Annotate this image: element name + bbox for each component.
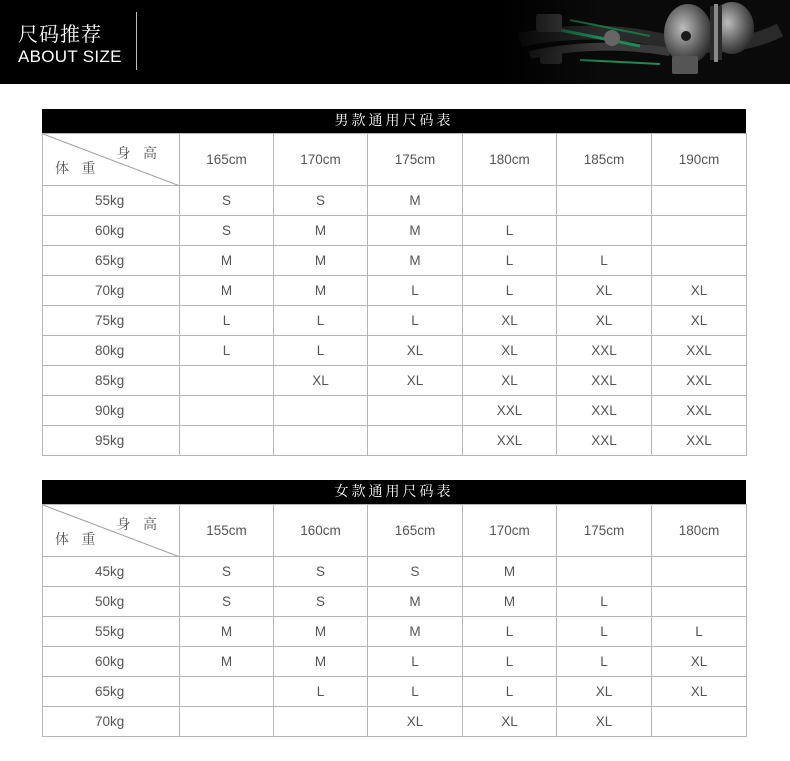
size-cell: M: [368, 216, 463, 246]
size-cell: L: [557, 647, 652, 677]
size-cell: L: [463, 677, 557, 707]
men-size-row: [43, 246, 747, 276]
women-size-row: [43, 677, 747, 707]
size-cell: [463, 186, 557, 216]
size-cell: [652, 557, 747, 587]
size-cell: M: [274, 216, 368, 246]
weight-label: 体 重: [55, 161, 100, 177]
size-cell: XL: [557, 276, 652, 306]
size-cell: L: [274, 336, 368, 366]
weight-cell: 55kg: [43, 186, 180, 216]
weight-cell: 65kg: [43, 246, 180, 276]
size-cell: [180, 396, 274, 426]
size-cell: L: [652, 617, 747, 647]
weight-cell: 85kg: [43, 366, 180, 396]
size-cell: M: [274, 617, 368, 647]
size-cell: S: [180, 587, 274, 617]
men-size-row: [43, 396, 747, 426]
size-cell: XL: [368, 336, 463, 366]
size-cell: XXL: [652, 396, 747, 426]
size-cell: XXL: [557, 396, 652, 426]
size-cell: [557, 557, 652, 587]
size-cell: S: [180, 557, 274, 587]
size-cell: [180, 707, 274, 737]
men-height-header: 175cm: [368, 134, 463, 186]
size-cell: [652, 186, 747, 216]
size-cell: [368, 426, 463, 456]
women-table-title: 女款通用尺码表: [42, 480, 746, 504]
size-cell: [180, 677, 274, 707]
size-cell: XL: [463, 707, 557, 737]
size-cell: S: [274, 587, 368, 617]
men-size-row: [43, 366, 747, 396]
women-size-row: [43, 647, 747, 677]
size-cell: L: [274, 306, 368, 336]
size-cell: XXL: [652, 336, 747, 366]
size-cell: S: [274, 557, 368, 587]
size-cell: [557, 186, 652, 216]
size-cell: [180, 426, 274, 456]
men-size-row: [43, 336, 747, 366]
size-cell: XL: [368, 366, 463, 396]
men-height-header: 185cm: [557, 134, 652, 186]
weight-cell: 60kg: [43, 216, 180, 246]
size-cell: M: [180, 647, 274, 677]
weight-cell: 75kg: [43, 306, 180, 336]
weight-cell: 95kg: [43, 426, 180, 456]
men-height-header: 180cm: [463, 134, 557, 186]
men-size-row: [43, 426, 747, 456]
men-size-grid: [42, 133, 747, 456]
weight-label: 体 重: [55, 532, 100, 548]
size-cell: S: [180, 216, 274, 246]
weight-cell: 80kg: [43, 336, 180, 366]
weight-cell: 90kg: [43, 396, 180, 426]
size-cell: S: [180, 186, 274, 216]
size-cell: M: [274, 647, 368, 677]
women-height-header: 160cm: [274, 505, 368, 557]
size-cell: XXL: [557, 366, 652, 396]
size-cell: XL: [368, 707, 463, 737]
women-size-table: [42, 480, 746, 737]
size-cell: [652, 707, 747, 737]
size-cell: S: [274, 186, 368, 216]
size-cell: XXL: [652, 426, 747, 456]
size-cell: XL: [652, 647, 747, 677]
size-cell: L: [368, 677, 463, 707]
size-cell: XXL: [557, 426, 652, 456]
page-header: [0, 0, 790, 84]
size-cell: [557, 216, 652, 246]
size-cell: M: [368, 587, 463, 617]
weight-cell: 70kg: [43, 707, 180, 737]
size-cell: XXL: [463, 396, 557, 426]
men-corner-cell: [43, 134, 180, 186]
header-title-cn: 尺码推荐: [18, 22, 102, 46]
women-header-row: [43, 505, 747, 557]
header-divider: [136, 12, 137, 70]
women-height-header: 175cm: [557, 505, 652, 557]
size-cell: L: [180, 306, 274, 336]
size-cell: L: [274, 677, 368, 707]
size-cell: XL: [557, 707, 652, 737]
weight-cell: 70kg: [43, 276, 180, 306]
height-label: 身 高: [116, 146, 161, 162]
size-cell: XL: [557, 306, 652, 336]
size-cell: M: [274, 246, 368, 276]
size-cell: M: [274, 276, 368, 306]
size-cell: M: [463, 557, 557, 587]
size-cell: L: [463, 647, 557, 677]
product-photo-decoration: [500, 0, 790, 84]
size-cell: L: [463, 276, 557, 306]
weight-cell: 65kg: [43, 677, 180, 707]
size-cell: XXL: [557, 336, 652, 366]
men-height-header: 190cm: [652, 134, 747, 186]
men-height-header: 165cm: [180, 134, 274, 186]
size-cell: XL: [557, 677, 652, 707]
size-cell: L: [463, 617, 557, 647]
women-size-row: [43, 617, 747, 647]
size-cell: [368, 396, 463, 426]
size-cell: M: [463, 587, 557, 617]
height-label: 身 高: [116, 517, 161, 533]
size-cell: [652, 216, 747, 246]
size-cell: L: [368, 306, 463, 336]
women-size-row: [43, 707, 747, 737]
men-rows: [43, 186, 747, 456]
men-header-row: [43, 134, 747, 186]
women-rows: [43, 557, 747, 737]
size-cell: [274, 707, 368, 737]
women-size-row: [43, 557, 747, 587]
size-cell: XL: [463, 366, 557, 396]
men-size-row: [43, 186, 747, 216]
size-cell: S: [368, 557, 463, 587]
size-cell: XL: [463, 306, 557, 336]
weight-cell: 50kg: [43, 587, 180, 617]
size-cell: L: [557, 587, 652, 617]
women-height-header: 165cm: [368, 505, 463, 557]
women-height-header: 155cm: [180, 505, 274, 557]
size-cell: [652, 587, 747, 617]
men-size-row: [43, 216, 747, 246]
size-cell: L: [557, 617, 652, 647]
weight-cell: 60kg: [43, 647, 180, 677]
size-cell: [274, 426, 368, 456]
women-height-header: 180cm: [652, 505, 747, 557]
size-cell: XXL: [652, 366, 747, 396]
size-cell: M: [368, 617, 463, 647]
women-height-header: 170cm: [463, 505, 557, 557]
header-title-en: ABOUT SIZE: [18, 47, 122, 66]
men-height-header: 170cm: [274, 134, 368, 186]
size-cell: M: [180, 276, 274, 306]
size-cell: M: [368, 246, 463, 276]
size-cell: L: [463, 216, 557, 246]
size-cell: L: [180, 336, 274, 366]
women-corner-cell: [43, 505, 180, 557]
men-size-row: [43, 276, 747, 306]
size-cell: [274, 396, 368, 426]
weight-cell: 55kg: [43, 617, 180, 647]
size-cell: L: [368, 647, 463, 677]
size-cell: XL: [652, 276, 747, 306]
size-cell: [652, 246, 747, 276]
size-cell: M: [180, 246, 274, 276]
size-cell: XL: [652, 306, 747, 336]
men-size-table: [42, 109, 746, 456]
size-cell: M: [368, 186, 463, 216]
size-cell: XL: [274, 366, 368, 396]
size-cell: L: [368, 276, 463, 306]
size-cell: L: [463, 246, 557, 276]
size-cell: L: [557, 246, 652, 276]
size-cell: M: [180, 617, 274, 647]
size-cell: XL: [652, 677, 747, 707]
men-size-row: [43, 306, 747, 336]
men-table-title: 男款通用尺码表: [42, 109, 746, 133]
weight-cell: 45kg: [43, 557, 180, 587]
size-cell: XXL: [463, 426, 557, 456]
women-size-grid: [42, 504, 747, 737]
size-cell: [180, 366, 274, 396]
women-size-row: [43, 587, 747, 617]
size-cell: XL: [463, 336, 557, 366]
